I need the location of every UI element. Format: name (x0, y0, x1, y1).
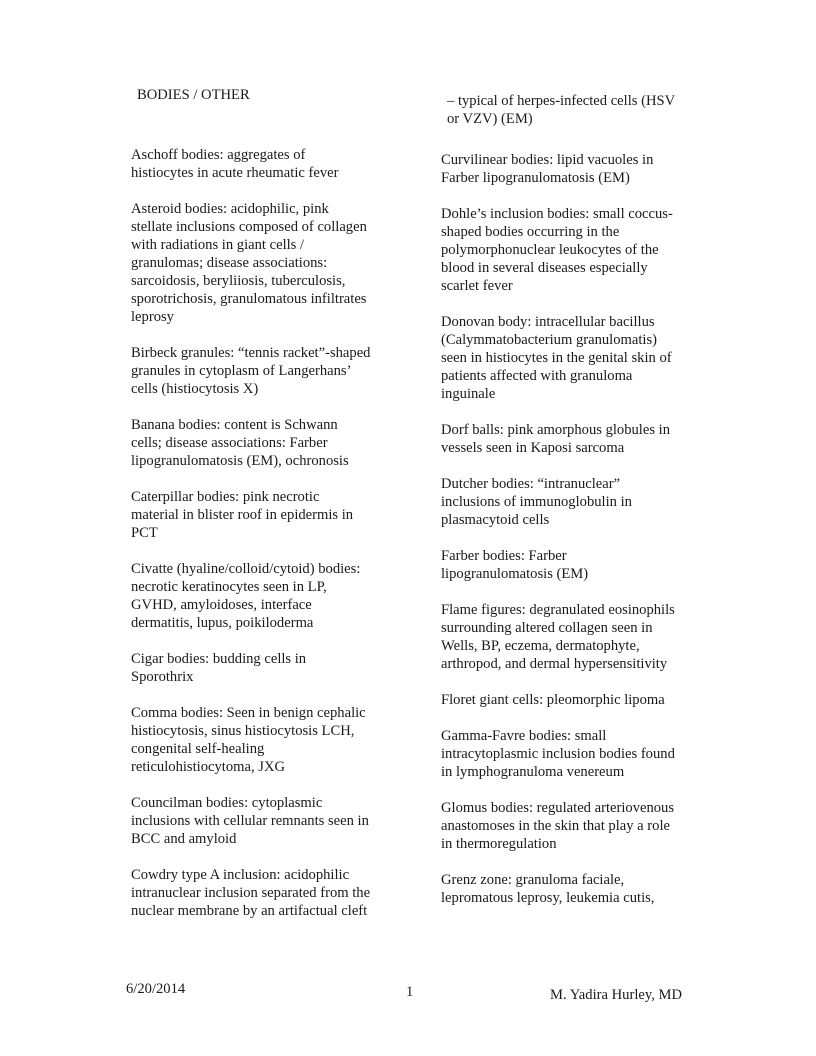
entry-comma-bodies: Comma bodies: Seen in benign cephalic histiocytosis, sinus histiocytosis LCH, congenital self-healing reticulohistiocytoma, JXG (131, 705, 366, 775)
entry-dohle-bodies: Dohle’s inclusion bodies: small coccus- shaped bodies occurring in the polymorphonuclear leukocytes of the blood in several diseases especially scarlet fever (441, 206, 673, 294)
entry-gamma-favre-bodies: Gamma-Favre bodies: small intracytoplasmic inclusion bodies found in lymphogranuloma venereum (441, 728, 675, 780)
entry-banana-bodies: Banana bodies: content is Schwann cells; disease associations: Farber lipogranulomatosis (EM), ochronosis (131, 417, 349, 469)
left-column (131, 86, 396, 938)
footer-page-number: 1 (406, 984, 414, 1000)
entry-councilman-bodies: Councilman bodies: cytoplasmic inclusions with cellular remnants seen in BCC and amyloid (131, 795, 369, 847)
entry-floret-giant-cells: Floret giant cells: pleomorphic lipoma (441, 692, 665, 708)
entry-flame-figures: Flame figures: degranulated eosinophils surrounding altered collagen seen in Wells, BP, eczema, dermatophyte, arthropod, and dermal hypersensitivity (441, 602, 675, 672)
entry-caterpillar-bodies: Caterpillar bodies: pink necrotic material in blister roof in epidermis in PCT (131, 489, 354, 541)
section-heading: BODIES / OTHER (137, 87, 250, 103)
entry-donovan-body: Donovan body: intracellular bacillus (Calymmatobacterium granulomatis) seen in histiocytes in the genital skin of patients affected with granuloma inguinale (441, 314, 672, 402)
entry-grenz-zone: Grenz zone: granuloma faciale, lepromatous leprosy, leukemia cutis, (441, 872, 655, 906)
entry-continuation: – typical of herpes-infected cells (HSV or VZV) (EM) (447, 93, 676, 127)
right-column (441, 92, 706, 925)
entry-dorf-balls: Dorf balls: pink amorphous globules in vessels seen in Kaposi sarcoma (441, 422, 671, 456)
entry-birbeck-granules: Birbeck granules: “tennis racket”-shaped granules in cytoplasm of Langerhans’ cells (histiocytosis X) (131, 345, 371, 397)
entry-cigar-bodies: Cigar bodies: budding cells in Sporothrix (131, 651, 307, 685)
entry-civatte-bodies: Civatte (hyaline/colloid/cytoid) bodies: necrotic keratinocytes seen in LP, GVHD, amyloidoses, interface dermatitis, lupus, poikiloderma (131, 561, 361, 631)
entry-aschoff-bodies: Aschoff bodies: aggregates of histiocytes in acute rheumatic fever (131, 147, 339, 181)
footer-date: 6/20/2014 (126, 981, 186, 997)
footer-author: M. Yadira Hurley, MD (550, 987, 683, 1003)
entry-curvilinear-bodies: Curvilinear bodies: lipid vacuoles in Farber lipogranulomatosis (EM) (441, 152, 654, 186)
entry-asteroid-bodies: Asteroid bodies: acidophilic, pink stellate inclusions composed of collagen with radiations in giant cells / granulomas; disease associations: sarcoidosis, beryliiosis, tuberculosis, sporotrichosis, granulomatous infiltrates leprosy (131, 201, 367, 325)
entry-farber-bodies: Farber bodies: Farber lipogranulomatosis (EM) (441, 548, 589, 582)
entry-dutcher-bodies: Dutcher bodies: “intranuclear” inclusions of immunoglobulin in plasmacytoid cells (441, 476, 632, 528)
entry-glomus-bodies: Glomus bodies: regulated arteriovenous anastomoses in the skin that play a role in thermoregulation (441, 800, 675, 852)
entry-cowdry-type-a: Cowdry type A inclusion: acidophilic intranuclear inclusion separated from the nuclear membrane by an artifactual cleft (131, 867, 371, 919)
